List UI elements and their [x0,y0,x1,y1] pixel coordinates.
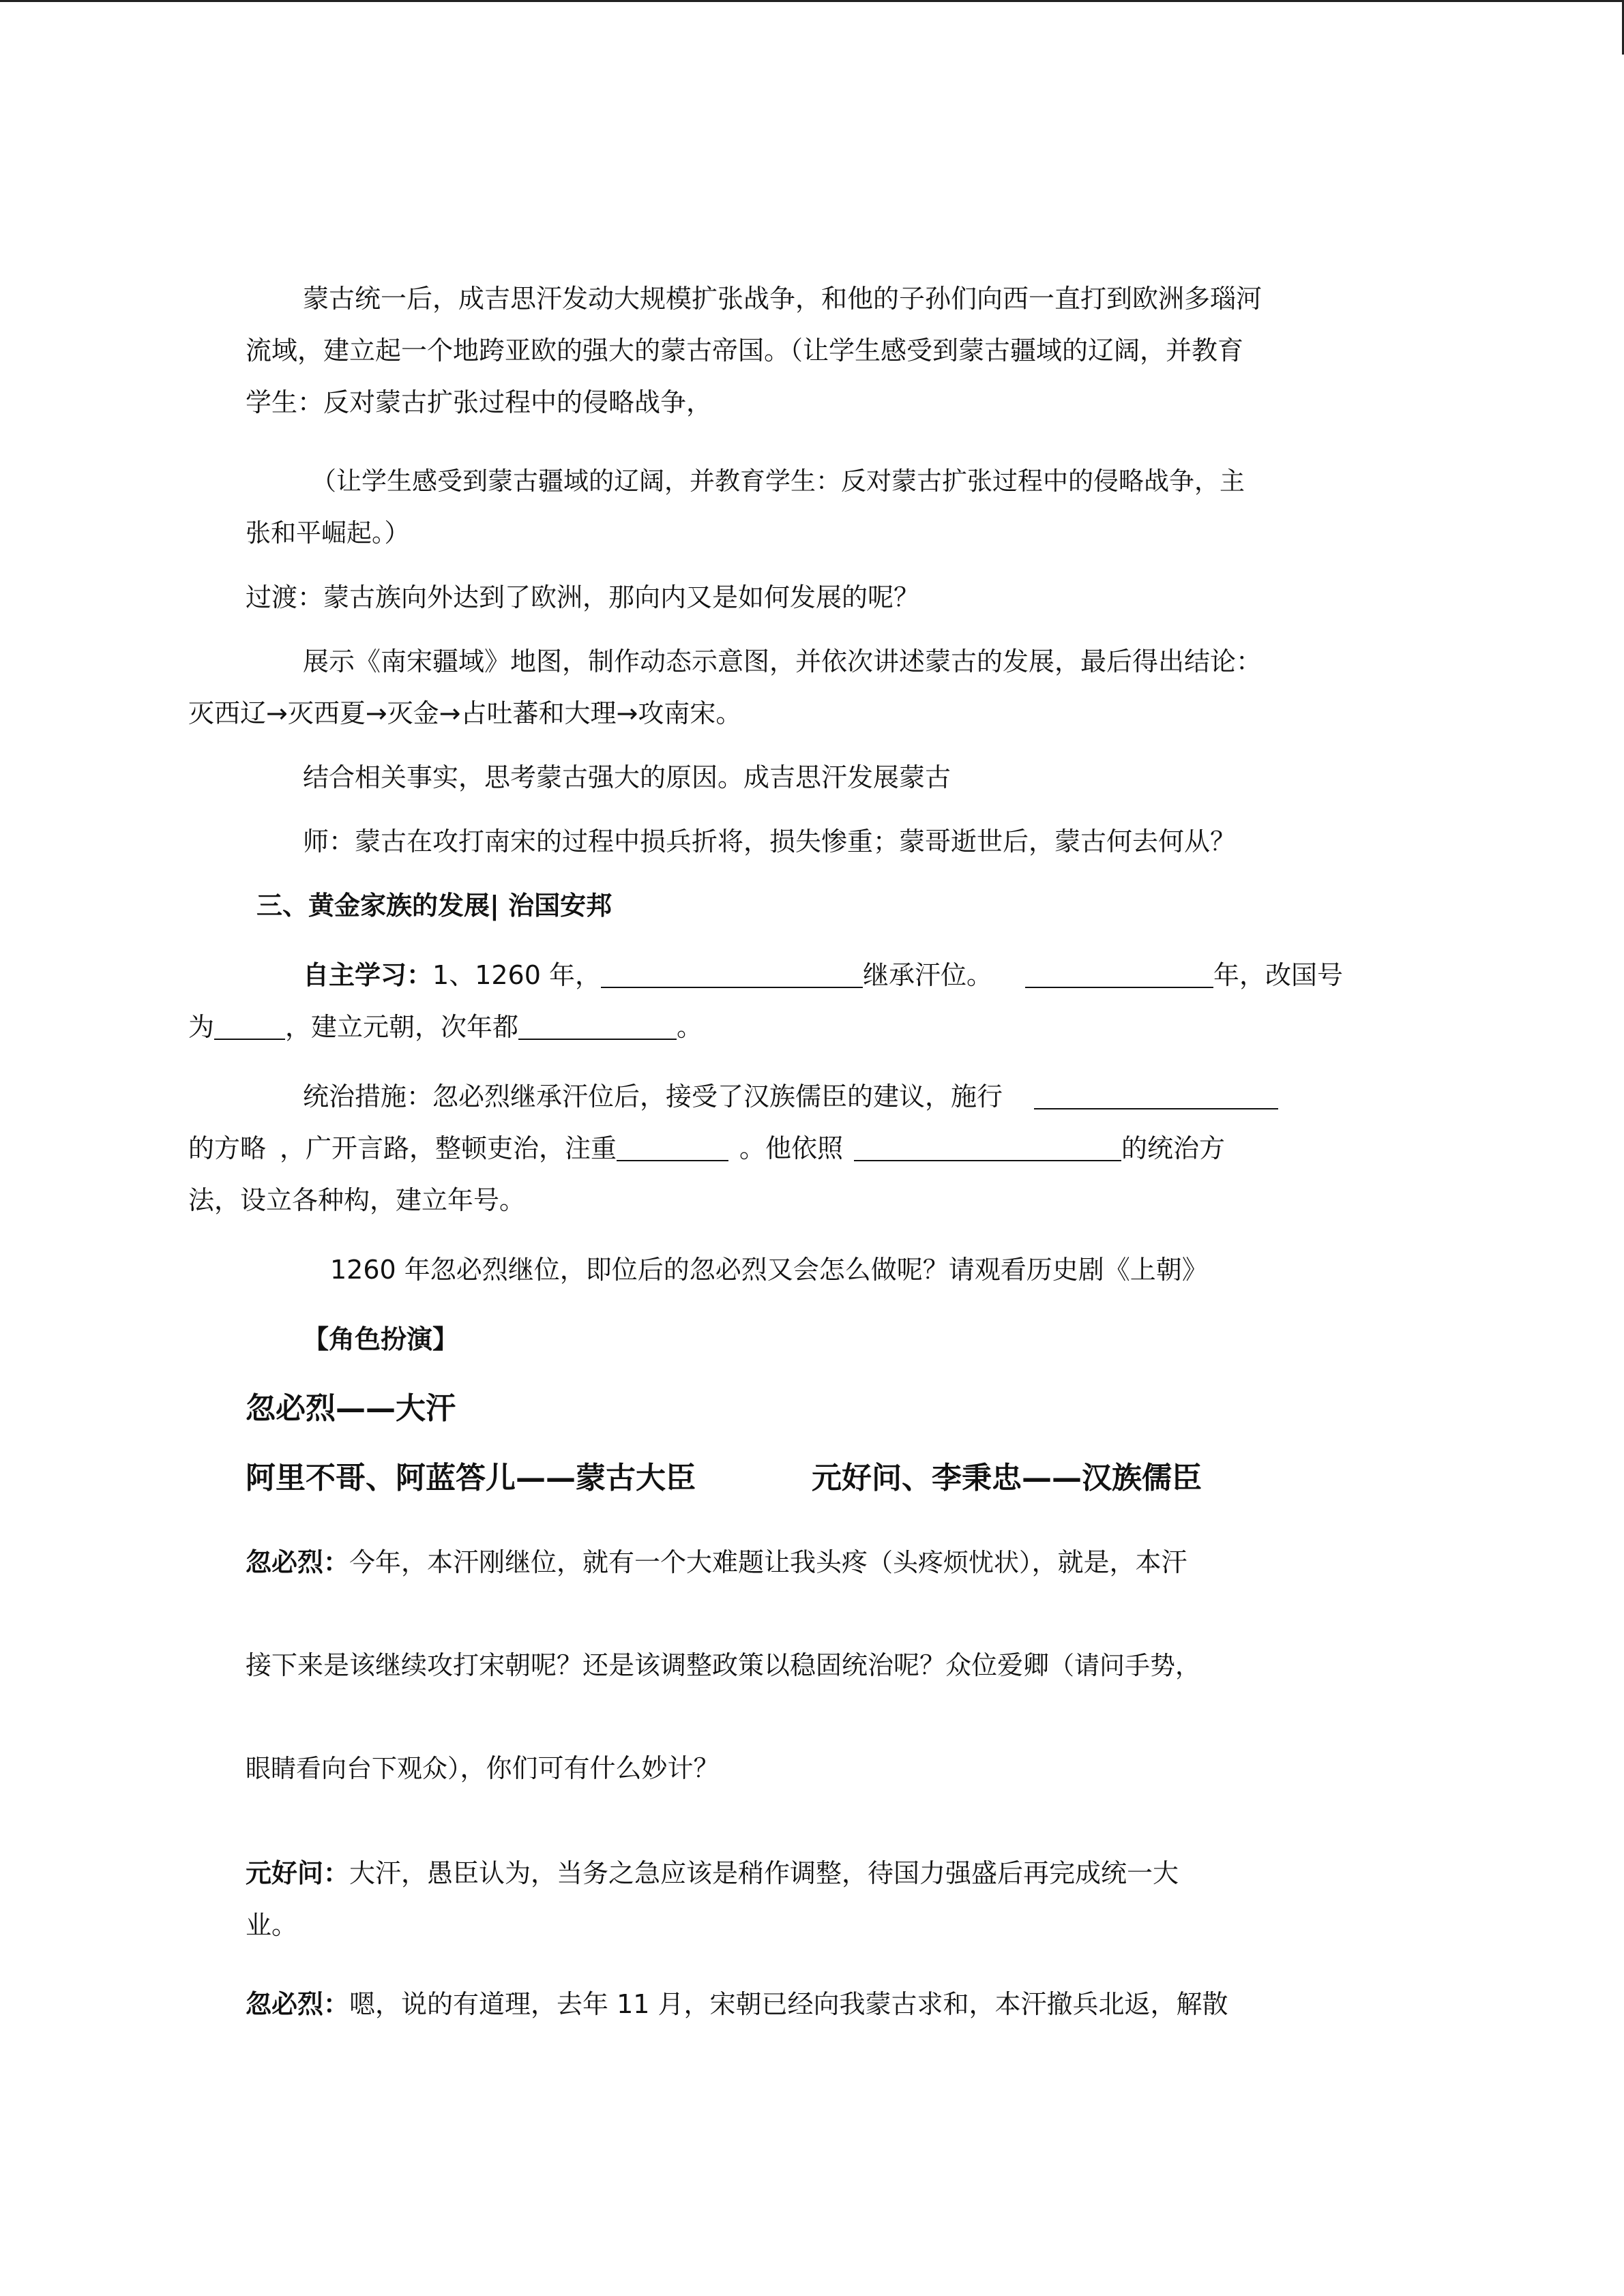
paragraph-governance: 统治措施：忽必烈继承汗位后，接受了汉族儒臣的建议，施行 的方略 ，广开言路，整顿吏治，注重 。他依照 的统治方 法，设立各种构，建立年号。 [246,1071,1378,1226]
page-top-border [0,0,1624,2]
paragraph-reasons: 结合相关事实，思考蒙古强大的原因。成吉思汗发展蒙古 [303,762,951,792]
blank-year [1025,958,1213,988]
dialogue-yuan-haowen: 元好问：大汗，愚臣认为，当务之急应该是稍作调整，待国力强盛后再完成统一大 业。 [246,1858,1179,1940]
blank-capital [518,1010,677,1040]
dialogue-kublai-1: 忽必烈：今年，本汗刚继位，就有一个大难题让我头疼（头疼烦忧状），就是，本汗 接下来是该继续攻打宋朝呢？还是该调整政策以稳固统治呢？众位爱卿（请问手势， 眼睛看向台下观众），你们可有什么妙计？ [246,1547,1201,1783]
paragraph-mongol-expansion: 蒙古统一后，成吉思汗发动大规模扩张战争，和他的子孙们向西一直打到欧洲多瑙河 流域，建立起一个地跨亚欧的强大的蒙古帝国。（让学生感受到蒙古疆域的辽阔，并教育 学生：反对蒙古扩张过程中的侵略战争， [246,284,1263,417]
section-heading: 三、黄金家族的发展| 治国安邦 [256,891,612,921]
role-ministers: 阿里不哥、阿蓝答儿——蒙古大臣 元好问、李秉忠——汉族儒臣 [246,1461,1202,1495]
role-kublai: 忽必烈——大汗 [246,1391,456,1426]
roleplay-heading: 【角色扮演】 [303,1324,459,1354]
paragraph-teacher-question: 师：蒙古在攻打南宋的过程中损兵折将，损失惨重；蒙哥逝世后，蒙古何去何从？ [303,826,1237,856]
paragraph-transition: 过渡：蒙古族向外达到了欧洲，那向内又是如何发展的呢？ [246,582,920,612]
dialogue-kublai-2: 忽必烈：嗯，说的有道理，去年 11 月，宋朝已经向我蒙古求和，本汗撤兵北返，解散 [246,1989,1228,2019]
blank-method [854,1131,1121,1161]
paragraph-self-study: 自主学习：1、1260 年， 继承汗位。 年，改国号 为 ，建立元朝，次年都 。 [246,949,1378,1053]
document-body [188,273,1378,2030]
blank-successor [601,958,863,988]
paragraph-drama-intro: 1260 年忽必烈继位，即位后的忽必烈又会怎么做呢？请观看历史剧《上朝》 [330,1255,1208,1285]
paragraph-map-display: 展示《南宋疆域》地图，制作动态示意图，并依次讲述蒙古的发展，最后得出结论： 灭西辽→灭西夏→灭金→占吐蕃和大理→攻南宋。 [188,646,1263,728]
blank-dynasty-name [214,1010,285,1040]
paragraph-teaching-note: （让学生感受到蒙古疆域的辽阔，并教育学生：反对蒙古扩张过程中的侵略战争，主 张和平崛起。） [246,466,1245,548]
blank-policy [1034,1079,1278,1109]
blank-emphasis [617,1131,728,1161]
